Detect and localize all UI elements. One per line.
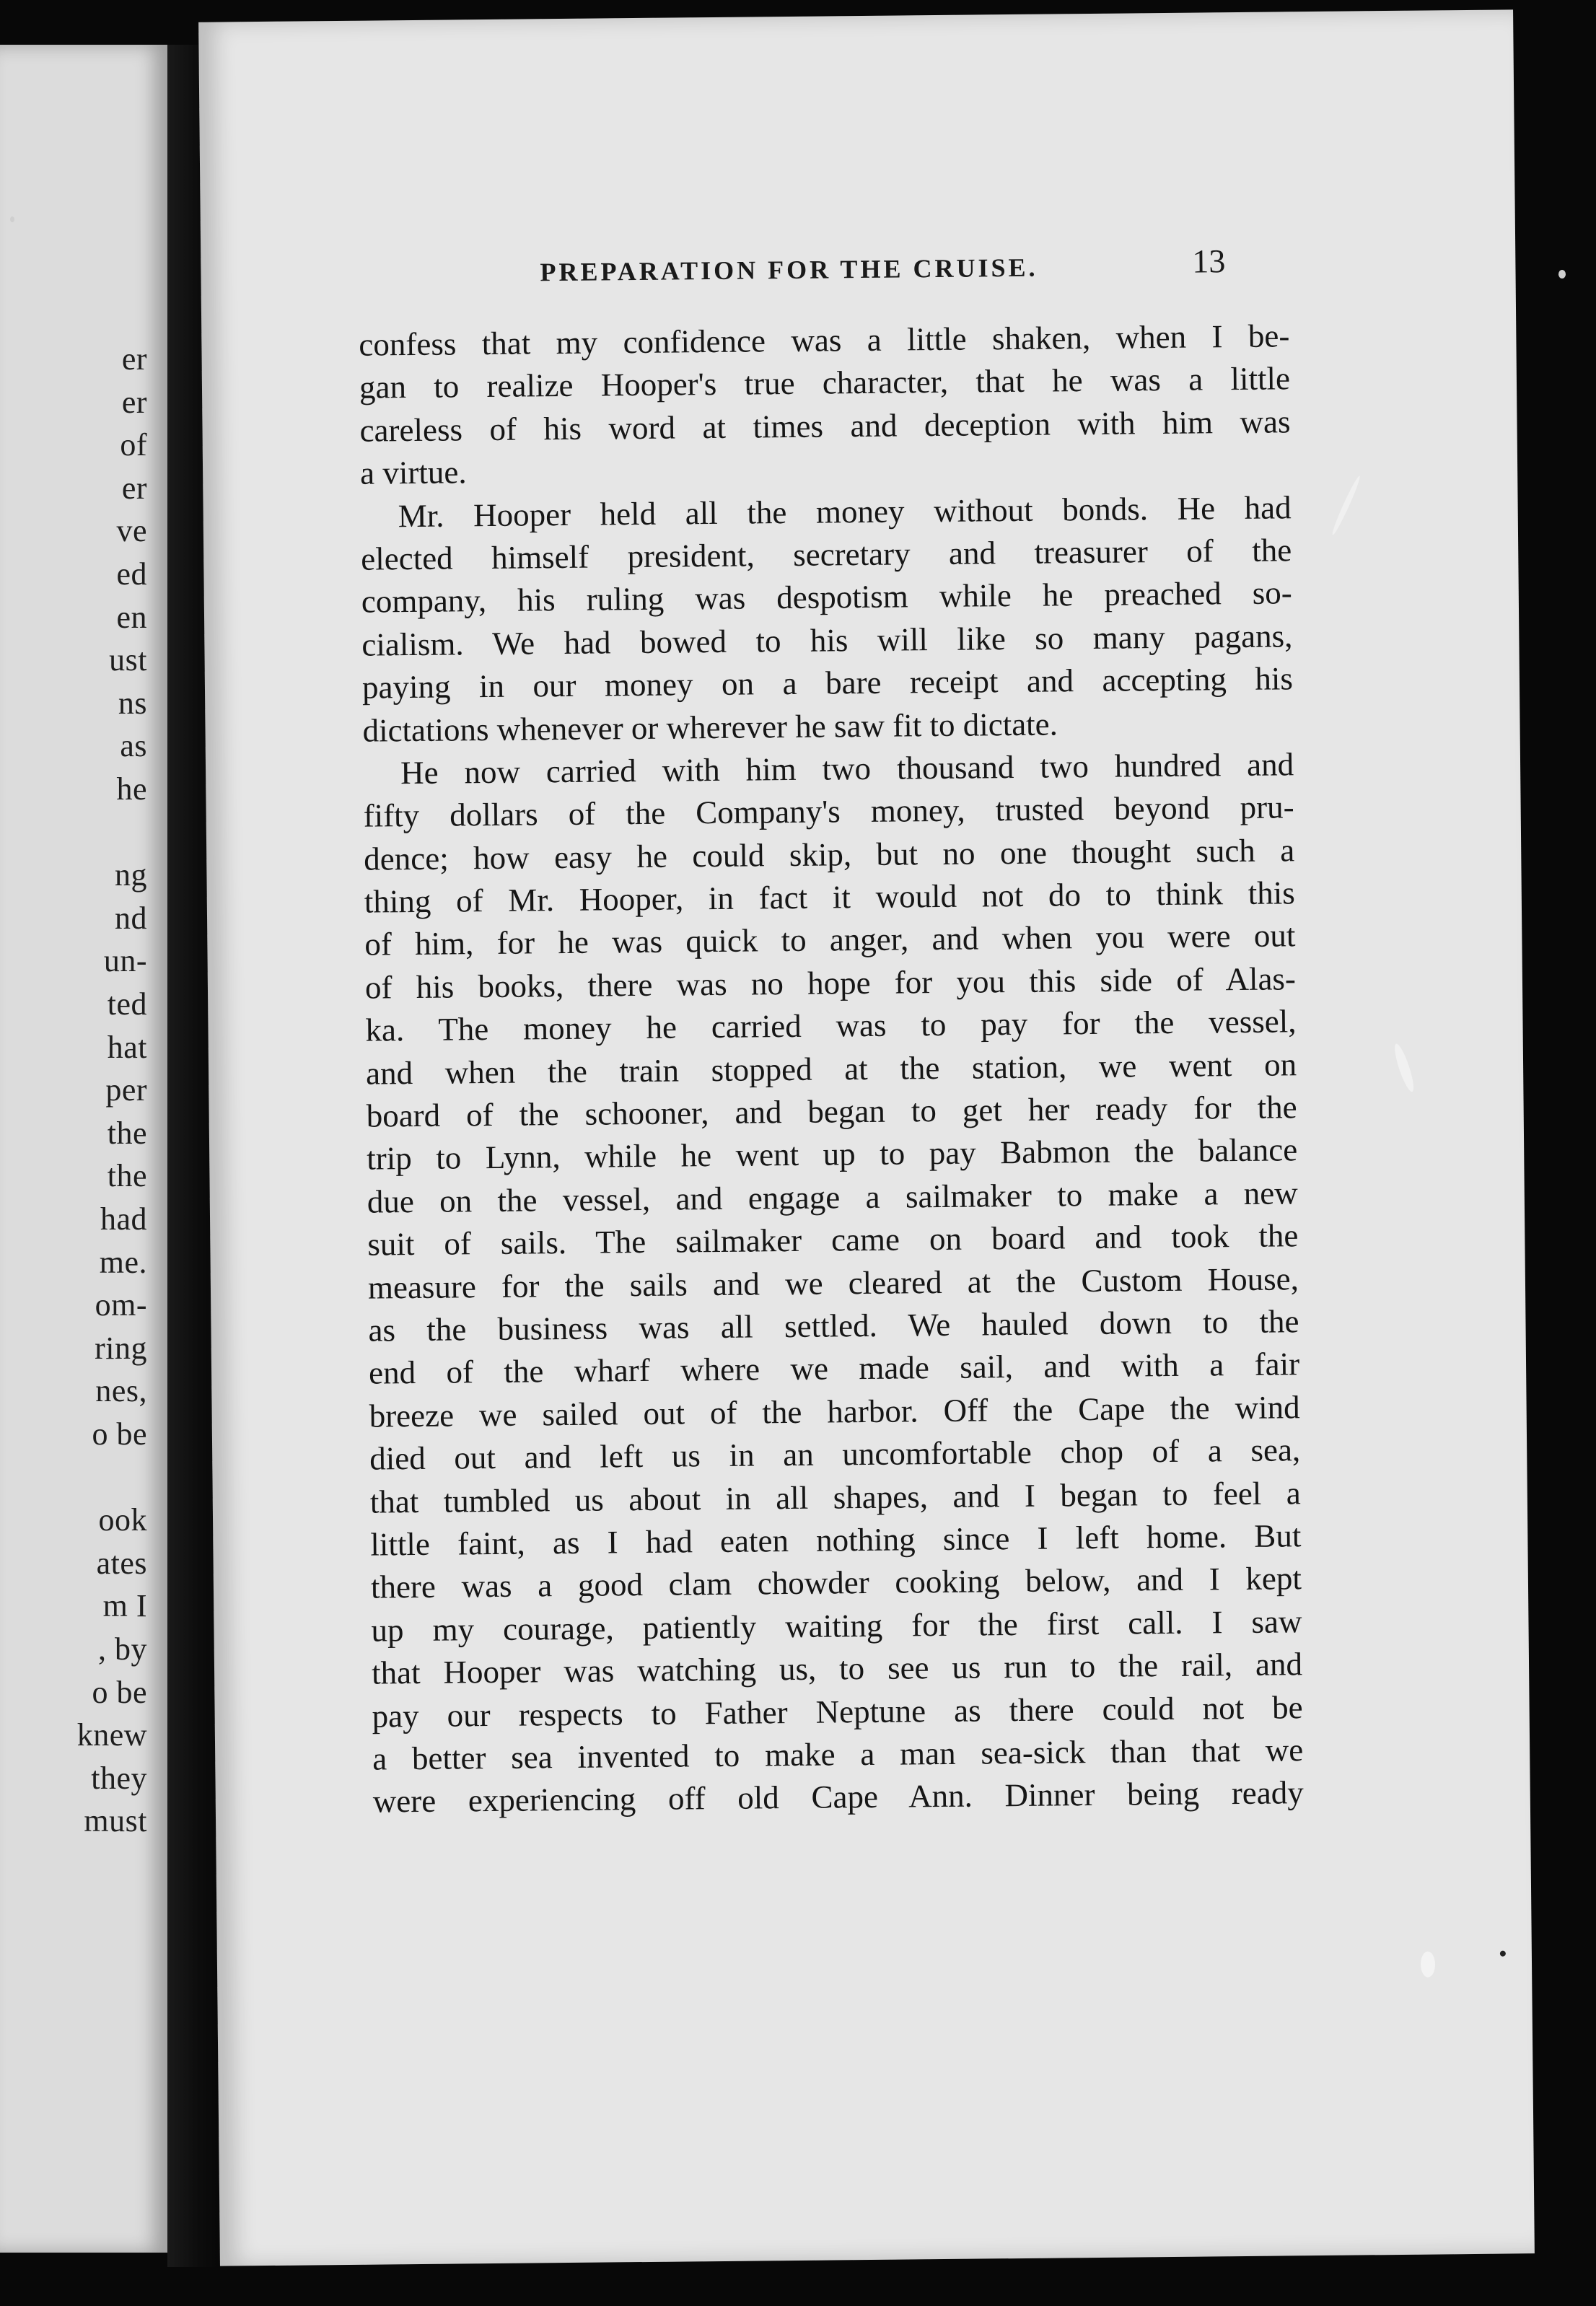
left-page-line-fragment: ted xyxy=(107,986,147,1022)
text-line: end of the wharf where we made sail, and with a fair xyxy=(368,1346,1300,1392)
text-line: that Hooper was watching us, to see us run to the rail, and xyxy=(371,1646,1303,1691)
text-line: He now carried with him two thousand two hundred and xyxy=(400,746,1294,792)
left-page-line-fragment: ook xyxy=(98,1502,147,1538)
left-page-fragment xyxy=(0,45,167,2253)
right-page xyxy=(198,9,1535,2266)
scan-speck xyxy=(10,216,14,222)
text-line: died out and left us in an uncomfortable chop of a sea, xyxy=(369,1432,1301,1477)
text-line: ka. The money he carried was to pay for the vessel, xyxy=(365,1003,1297,1048)
left-page-line-fragment: ed xyxy=(116,556,147,592)
left-page-line-fragment: ust xyxy=(109,642,147,678)
text-line: a better sea invented to make a man sea-sick than that we xyxy=(372,1732,1304,1777)
left-page-line-fragment: the xyxy=(107,1158,147,1194)
left-page-line-fragment: un- xyxy=(103,943,147,979)
left-page-line-fragment: m I xyxy=(102,1588,147,1624)
text-line: cialism. We had bowed to his will like so many pagans, xyxy=(361,618,1293,663)
scan-speck xyxy=(1500,1951,1506,1957)
text-line: dence; how easy he could skip, but no one thought such a xyxy=(364,831,1295,877)
text-line: careless of his word at times and deception with him was xyxy=(359,403,1291,449)
left-page-line-fragment: he xyxy=(116,771,147,807)
text-line: trip to Lynn, while he went up to pay Babmon the balance xyxy=(367,1131,1298,1178)
text-line: as the business was all settled. We hauled down to the xyxy=(368,1303,1299,1349)
text-line: Mr. Hooper held all the money without bonds. He had xyxy=(398,488,1292,534)
left-page-line-fragment: of xyxy=(120,427,147,463)
text-line: breeze we sailed out of the harbor. Off the Cape the wind xyxy=(369,1389,1300,1434)
left-page-line-fragment: had xyxy=(100,1201,147,1237)
body-text xyxy=(359,315,1304,1823)
text-line: of his books, there was no hope for you this side of Alas- xyxy=(364,960,1297,1006)
text-line: due on the vessel, and engage a sailmaker to make a new xyxy=(367,1175,1298,1220)
text-line: suit of sails. The sailmaker came on board and took the xyxy=(367,1217,1299,1263)
left-page-line-fragment: ve xyxy=(116,513,147,549)
left-page-line-fragment: they xyxy=(91,1760,147,1796)
left-page-line-fragment: er xyxy=(121,384,147,420)
left-page-line-fragment: o be xyxy=(92,1416,147,1452)
left-page-line-fragment: knew xyxy=(76,1717,147,1753)
text-line: a virtue. xyxy=(359,454,467,491)
left-page-line-fragment: me. xyxy=(99,1244,147,1280)
text-line: and when the train stopped at the station, we went on xyxy=(365,1045,1297,1092)
left-page-line-fragment: ring xyxy=(95,1330,147,1366)
left-page-line-fragment: , by xyxy=(98,1631,147,1667)
left-page-line-fragment: en xyxy=(116,599,147,635)
text-line: of him, for he was quick to anger, and when you were out xyxy=(364,917,1296,963)
scan-speck xyxy=(1558,270,1566,279)
left-page-line-fragment: ates xyxy=(96,1545,147,1581)
text-line: board of the schooner, and began to get her ready for the xyxy=(366,1089,1297,1134)
text-line: paying in our money on a bare receipt and accepting his xyxy=(361,660,1294,706)
text-line: there was a good clam chowder cooking below, and I kept xyxy=(370,1560,1302,1605)
left-page-line-fragment: o be xyxy=(92,1674,147,1710)
text-line: elected himself president, secretary and treasurer of the xyxy=(361,532,1292,577)
text-line: little faint, as I had eaten nothing since I left home. But xyxy=(370,1517,1302,1563)
left-page-line-fragment: must xyxy=(84,1803,147,1839)
left-page-line-fragment: er xyxy=(121,341,147,377)
scan-speck xyxy=(1391,1042,1417,1093)
text-line: pay our respects to Father Neptune as there could not be xyxy=(372,1688,1303,1735)
text-line: up my courage, patiently waiting for the first call. I saw xyxy=(371,1603,1302,1649)
running-head: PREPARATION FOR THE CRUISE. xyxy=(540,253,1038,287)
left-page-line-fragment: om- xyxy=(95,1287,147,1323)
left-page-line-fragment: hat xyxy=(107,1029,147,1065)
text-line: confess that my confidence was a little shaken, when I be- xyxy=(359,317,1290,363)
left-page-line-fragment: ns xyxy=(118,685,147,721)
text-line: fifty dollars of the Company's money, trusted beyond pru- xyxy=(363,789,1294,834)
left-page-line-fragment: nes, xyxy=(95,1373,147,1409)
text-line: dictations whenever or wherever he saw fit to dictate. xyxy=(362,705,1058,749)
text-line: that tumbled us about in all shapes, and I began to feel a xyxy=(369,1474,1301,1520)
scan-speck xyxy=(1330,475,1362,536)
left-page-line-fragment: nd xyxy=(115,900,147,936)
left-page-line-fragment: the xyxy=(107,1115,147,1151)
text-line: gan to realize Hooper's true character, that he was a little xyxy=(359,360,1291,406)
page-number: 13 xyxy=(1192,242,1226,280)
left-page-line-fragment: er xyxy=(121,470,147,506)
left-page-line-fragment: per xyxy=(105,1072,147,1108)
left-page-line-fragment: ng xyxy=(115,857,147,893)
text-line: company, his ruling was despotism while he preached so- xyxy=(361,574,1293,621)
text-line: measure for the sails and we cleared at the Custom House, xyxy=(367,1260,1299,1306)
text-line: thing of Mr. Hooper, in fact it would not do to think this xyxy=(364,874,1296,920)
text-line: were experiencing off old Cape Ann. Dinner being ready xyxy=(372,1774,1304,1820)
left-page-line-fragment: as xyxy=(120,728,147,764)
scan-speck xyxy=(1421,1951,1435,1977)
